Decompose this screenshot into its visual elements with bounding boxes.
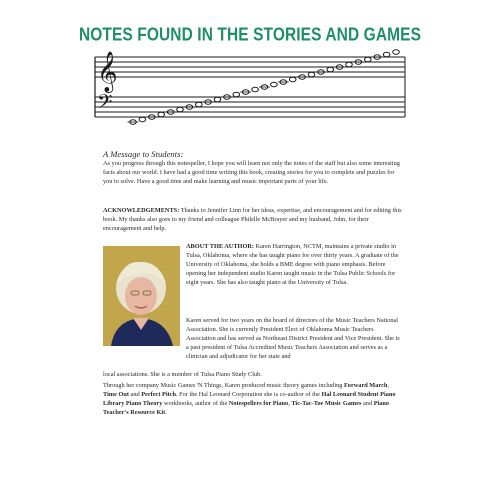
about-author-label: ABOUT THE AUTHOR: (186, 243, 254, 250)
grand-staff (0, 0, 500, 130)
product-piano-theory: Hal Leonard Student Piano Library Piano Theory (103, 390, 396, 407)
whole-note (393, 50, 400, 55)
message-body: As you progress through this notespeller, I hope you will learn not only the notes of the staff but also some interesting facts about our world. I have had a good time writing this book, creating stories for you to complete and puzzles for you to solve. Have a good time and make learning and music important parts of your life. (103, 160, 400, 185)
product-time-out: Time Out (103, 390, 129, 398)
whole-note (177, 107, 184, 112)
author-photo (103, 246, 180, 346)
product-notespellers: Notespellers for Piano (228, 399, 289, 407)
whole-note (139, 117, 146, 122)
whole-note (214, 97, 221, 102)
whole-note (233, 92, 240, 97)
whole-note (252, 87, 259, 92)
author-portrait-image (103, 246, 180, 346)
treble-clef-icon: 𝄞 (97, 52, 118, 92)
author-service-paragraph: Karen served for two years on the board of directors of the Music Teachers National Association. She is currently President Elect of Oklahoma Music Teachers Association and has served as Northeast District President and Vice President. She is a past president of Tulsa Accredited Music Teachers Association and serves as a clinician and adjudicator for her state and (186, 317, 400, 360)
product-tic-tac-toe: Tic-Tac-Toe Music Games (291, 399, 362, 407)
acknowledgements-label: ACKNOWLEDGEMENTS: (103, 207, 180, 214)
about-author (186, 243, 404, 288)
whole-note (383, 52, 390, 57)
products-paragraph: Through her company Music Games 'N Things, Karen produced music theory games including Forward March, Time Out and Perfect Pitch. For the Hal Leonard Corporation she is co-author of the Hal Leonard Student Piano Library Piano Theory workbooks, author of the Notespellers for Piano, Tic-Tac-Toe Music Games and Piano Teacher's Resource Kit. (103, 382, 396, 416)
acknowledgements (103, 207, 403, 234)
whole-note (346, 62, 353, 67)
acknowledgements-text: Thanks to Jennifer Linn for her ideas, expertise, and encouragement and for editing this book. My thanks also goes to my friend and colleague Philelle McBrayer and my husband, John, for their encouragement and help. (103, 207, 402, 232)
note-sequence (128, 50, 400, 125)
whole-note (158, 112, 165, 117)
whole-note (308, 72, 315, 77)
whole-note (196, 102, 203, 107)
author-service-paragraph-tail: local associations. She is a member of Tulsa Piano Study Club. (103, 371, 262, 378)
about-author-text: Karen Harrington, NCTM, maintains a private studio in Tulsa, Oklahoma, where she has taught piano for over thirty years. A graduate of the University of Oklahoma, she holds a BME degree with piano emphasis. Before opening her independent studio Karen taught music in the Tulsa Public Schools for eight years. She has also taught piano at the University of Tulsa. (186, 243, 399, 286)
whole-note (271, 82, 278, 87)
product-forward-march: Forward March (343, 382, 388, 389)
staff-lines (95, 57, 405, 117)
bass-clef-icon: 𝄢 (97, 90, 113, 118)
grand-staff-svg (0, 0, 500, 130)
page-title: NOTES FOUND IN THE STORIES AND GAMES (78, 25, 422, 46)
message-heading: A Message to Students: (103, 149, 184, 159)
whole-note (289, 77, 296, 82)
whole-note (327, 67, 334, 72)
whole-note (365, 57, 372, 62)
product-perfect-pitch: Perfect Pitch (141, 390, 176, 398)
product-resource-kit: Piano Teacher's Resource Kit (103, 399, 390, 416)
